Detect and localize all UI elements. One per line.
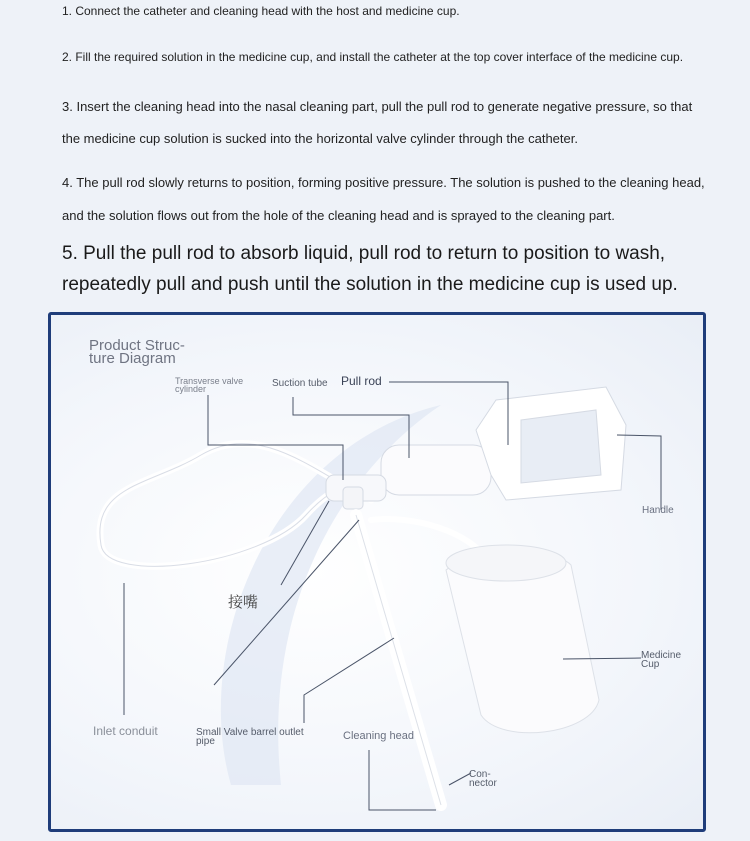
small-valve-label: Small Valve barrel outlet pipe bbox=[196, 727, 304, 747]
step-3-text: 3. Insert the cleaning head into the nasal cleaning part, pull the pull rod to generate negative pressure, so that the medicine cup solution is sucked into the horizontal valve cylinder through the catheter. bbox=[62, 99, 693, 146]
medicine-cup-label: Medicine Cup bbox=[641, 650, 682, 670]
pull-rod-label: Pull rod bbox=[341, 374, 382, 388]
suction-tube-label: Suction tube bbox=[272, 378, 328, 389]
step-4-text: 4. The pull rod slowly returns to position, forming positive pressure. The solution is pushed to the cleaning head, and the solution flows out from the hole of the cleaning head and is sprayed to the cleaning part. bbox=[62, 175, 705, 223]
medicine-cup bbox=[446, 545, 599, 733]
step-5-text: 5. Pull the pull rod to absorb liquid, pull rod to return to position to wash, repeatedly pull and push until the solution in the medicine cup is used up. bbox=[62, 243, 678, 295]
device-illustration bbox=[51, 315, 703, 829]
transverse-valve-label: Transverse valve cylinder bbox=[175, 376, 244, 394]
nozzle-label: 接嘴 bbox=[228, 594, 259, 611]
handle bbox=[476, 387, 626, 500]
step-1-text: 1. Connect the catheter and cleaning head with the host and medicine cup. bbox=[62, 4, 460, 18]
diagram-title: Product Struc-ture Diagram bbox=[89, 337, 185, 367]
connector-label: Con-nector bbox=[469, 769, 497, 789]
handle-label: Handle bbox=[642, 505, 674, 516]
inlet-conduit-label: Inlet conduit bbox=[93, 724, 158, 738]
step-2-text: 2. Fill the required solution in the medicine cup, and install the catheter at the top cover interface of the medicine cup. bbox=[62, 50, 684, 64]
product-structure-diagram bbox=[48, 312, 706, 832]
cleaning-head-label: Cleaning head bbox=[343, 730, 414, 742]
